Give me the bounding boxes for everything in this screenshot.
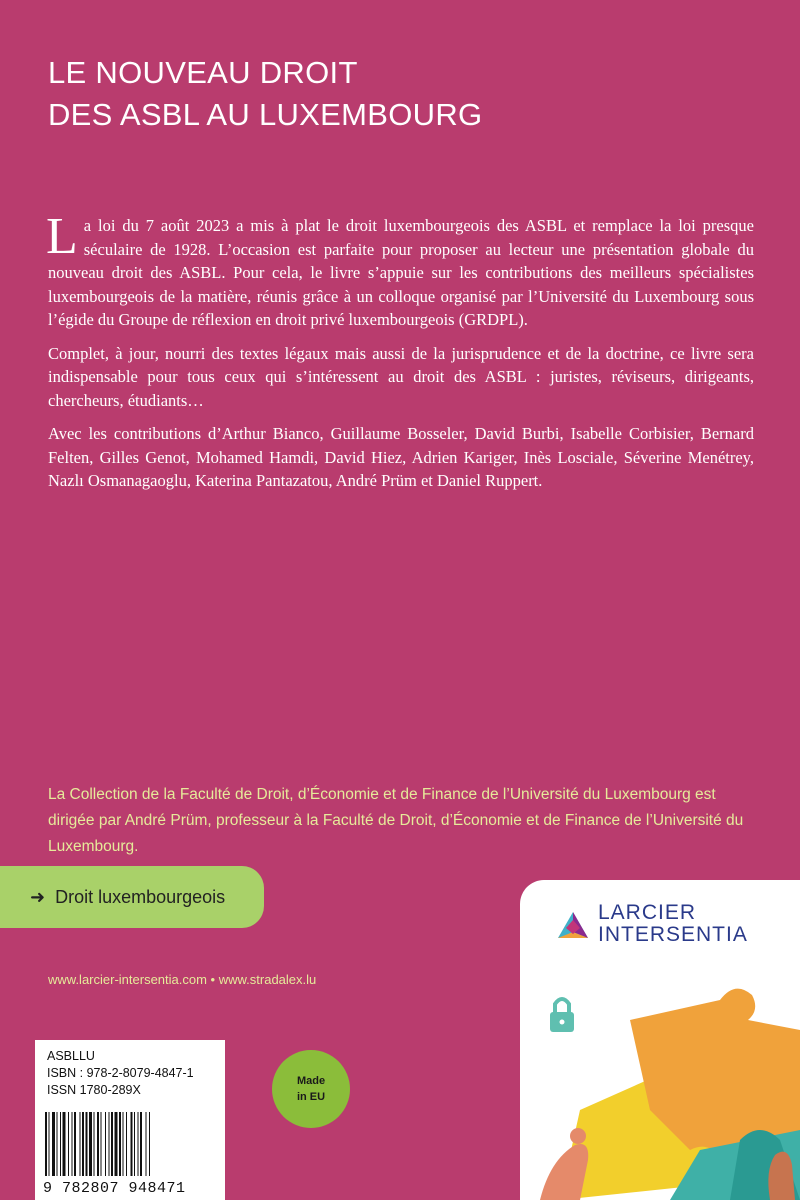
arrow-right-icon: ➜	[30, 886, 46, 907]
collection-note: La Collection de la Faculté de Droit, d’Économie et de Finance de l’Université du Luxembourg est dirigée par André Prüm, professeur à la Faculté de Droit, d’Économie et de Finance de l’Université du Luxembourg.	[48, 786, 744, 855]
product-code: ASBLLU	[47, 1049, 95, 1063]
title-line-2: DES ASBL AU LUXEMBOURG	[48, 97, 483, 132]
paragraph-intro-text: a loi du 7 août 2023 a mis à plat le droit luxembourgeois des ASBL et remplace la loi presque séculaire de 1928. L’occasion est parfaite pour proposer au lecteur une présentation globale du nouveau droit des ASBL. Pour cela, le livre s’appuie sur les contributions des meilleurs spécialistes luxembourgeois de la matière, réunis grâce à un colloque organisé par l’Université du Luxembourg sous l’égide du Groupe de réflexion en droit privé luxembourgeois (GRDPL).	[48, 216, 754, 329]
made-in-eu-badge	[272, 1050, 350, 1128]
barcode-number: 9 782807 948471	[43, 1180, 186, 1197]
paragraph-intro	[46, 208, 754, 332]
publisher-panel	[520, 880, 800, 1200]
barcode-area	[35, 1040, 225, 1200]
title-line-1: LE NOUVEAU DROIT	[48, 55, 358, 90]
issn-text: ISSN 1780-289X	[47, 1083, 141, 1097]
barcode-icon	[43, 1112, 219, 1178]
publisher-name-line-2: INTERSENTIA	[598, 923, 748, 946]
publisher-name	[598, 902, 748, 946]
subject-tag-label: Droit luxembourgeois	[55, 886, 226, 907]
puzzle-illustration	[520, 960, 800, 1200]
badge-line-1: Made	[296, 1075, 326, 1087]
badge-line-2: in EU	[296, 1091, 326, 1103]
website-links: www.larcier-intersentia.com • www.stradalex.lu	[48, 972, 317, 987]
drop-cap: L	[46, 208, 78, 265]
paragraph-summary: Complet, à jour, nourri des textes légaux mais aussi de la jurisprudence et de la doctrine, ce livre sera indispensable pour tous ceux qui s’intéressent au droit des ASBL : juristes, réviseurs, dirigeants, chercheurs, étudiants…	[48, 343, 754, 410]
book-title	[48, 52, 482, 136]
isbn-text: ISBN : 978-2-8079-4847-1	[47, 1066, 194, 1080]
publisher-logo-icon	[556, 910, 590, 944]
paragraph-contributors: Avec les contributions d’Arthur Bianco, Guillaume Bosseler, David Burbi, Isabelle Corbisier, Bernard Felten, Gilles Genot, Mohamed Hamdi, David Hiez, Adrien Kariger, Inès Losciale, Séverine Menétrey, Nazlı Osmanagaoglu, Katerina Pantazatou, André Prüm et Daniel Ruppert.	[48, 424, 754, 490]
publisher-name-line-1: LARCIER	[598, 901, 697, 924]
back-cover-text	[46, 208, 754, 503]
subject-tag	[0, 866, 264, 928]
